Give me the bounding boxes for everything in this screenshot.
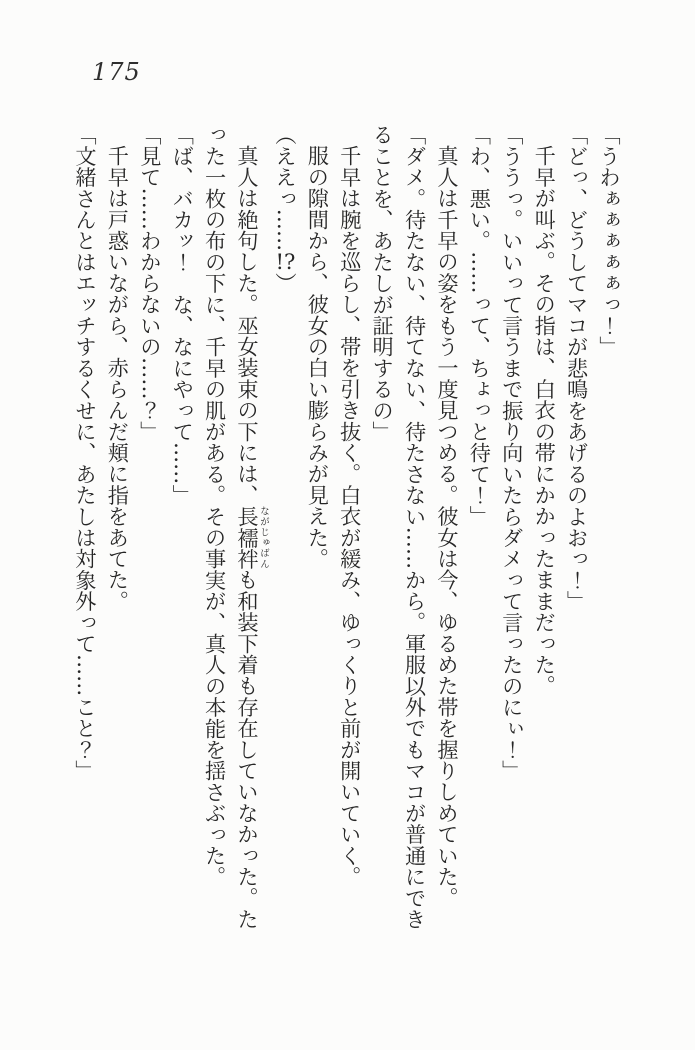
tate-chu-yoko-glyph: !? xyxy=(275,251,296,273)
paragraph: 「ううっ。いいって言うまで振り向いたらダメって言ったのにぃ！」 xyxy=(499,124,525,782)
ruby-annotated-word: 長襦袢ながじゅばん xyxy=(235,505,270,570)
paragraph: 千早は戸惑いながら、赤らんだ頬に指をあてた。 xyxy=(105,145,131,612)
paragraph: 「見て……わからないの……？」 xyxy=(137,124,163,442)
paragraph: 「うわぁぁぁぁぁっ！」 xyxy=(597,124,622,358)
page-number: 175 xyxy=(92,58,141,86)
paragraph: 「文緒さんとはエッチするくせに、あたしは対象外って……こと？」 xyxy=(73,124,98,782)
paragraph: 服の隙間から、彼女の白い膨らみが見えた。 xyxy=(305,145,331,570)
paragraph: 「ダメ。待たない、待てない、待たさない……から。軍服以外でもマコが普通にできることを、あたしが証明するの」 xyxy=(370,124,428,930)
paragraph: 千早が叫ぶ。その指は、白衣の帯にかかったままだった。 xyxy=(532,145,558,697)
paragraph: 千早は腕を巡らし、帯を引き抜く。白衣が緩み、ゆっくりと前が開いていく。 xyxy=(337,145,363,888)
text-column-block xyxy=(69,124,625,939)
paragraph: 真人は絶句した。巫女装束の下には、長襦袢ながじゅばんも和装下着も存在していなかった。たった一枚の布の下に、千早の肌がある。その事実が、真人の本能を揺さぶった。 xyxy=(202,124,270,930)
paragraph: （ええっ……!?） xyxy=(272,124,298,294)
paragraph: 真人は千早の姿をもう一度見つめる。彼女は今、ゆるめた帯を握りしめていた。 xyxy=(434,145,460,909)
paragraph: 「ば、バカッ！ な、なにやって……」 xyxy=(170,124,196,506)
paragraph: 「わ、悪い。……って、ちょっと待て！」 xyxy=(467,124,493,527)
paragraph: 「どっ、どうしてマコが悲鳴をあげるのよおっ！」 xyxy=(564,124,590,612)
